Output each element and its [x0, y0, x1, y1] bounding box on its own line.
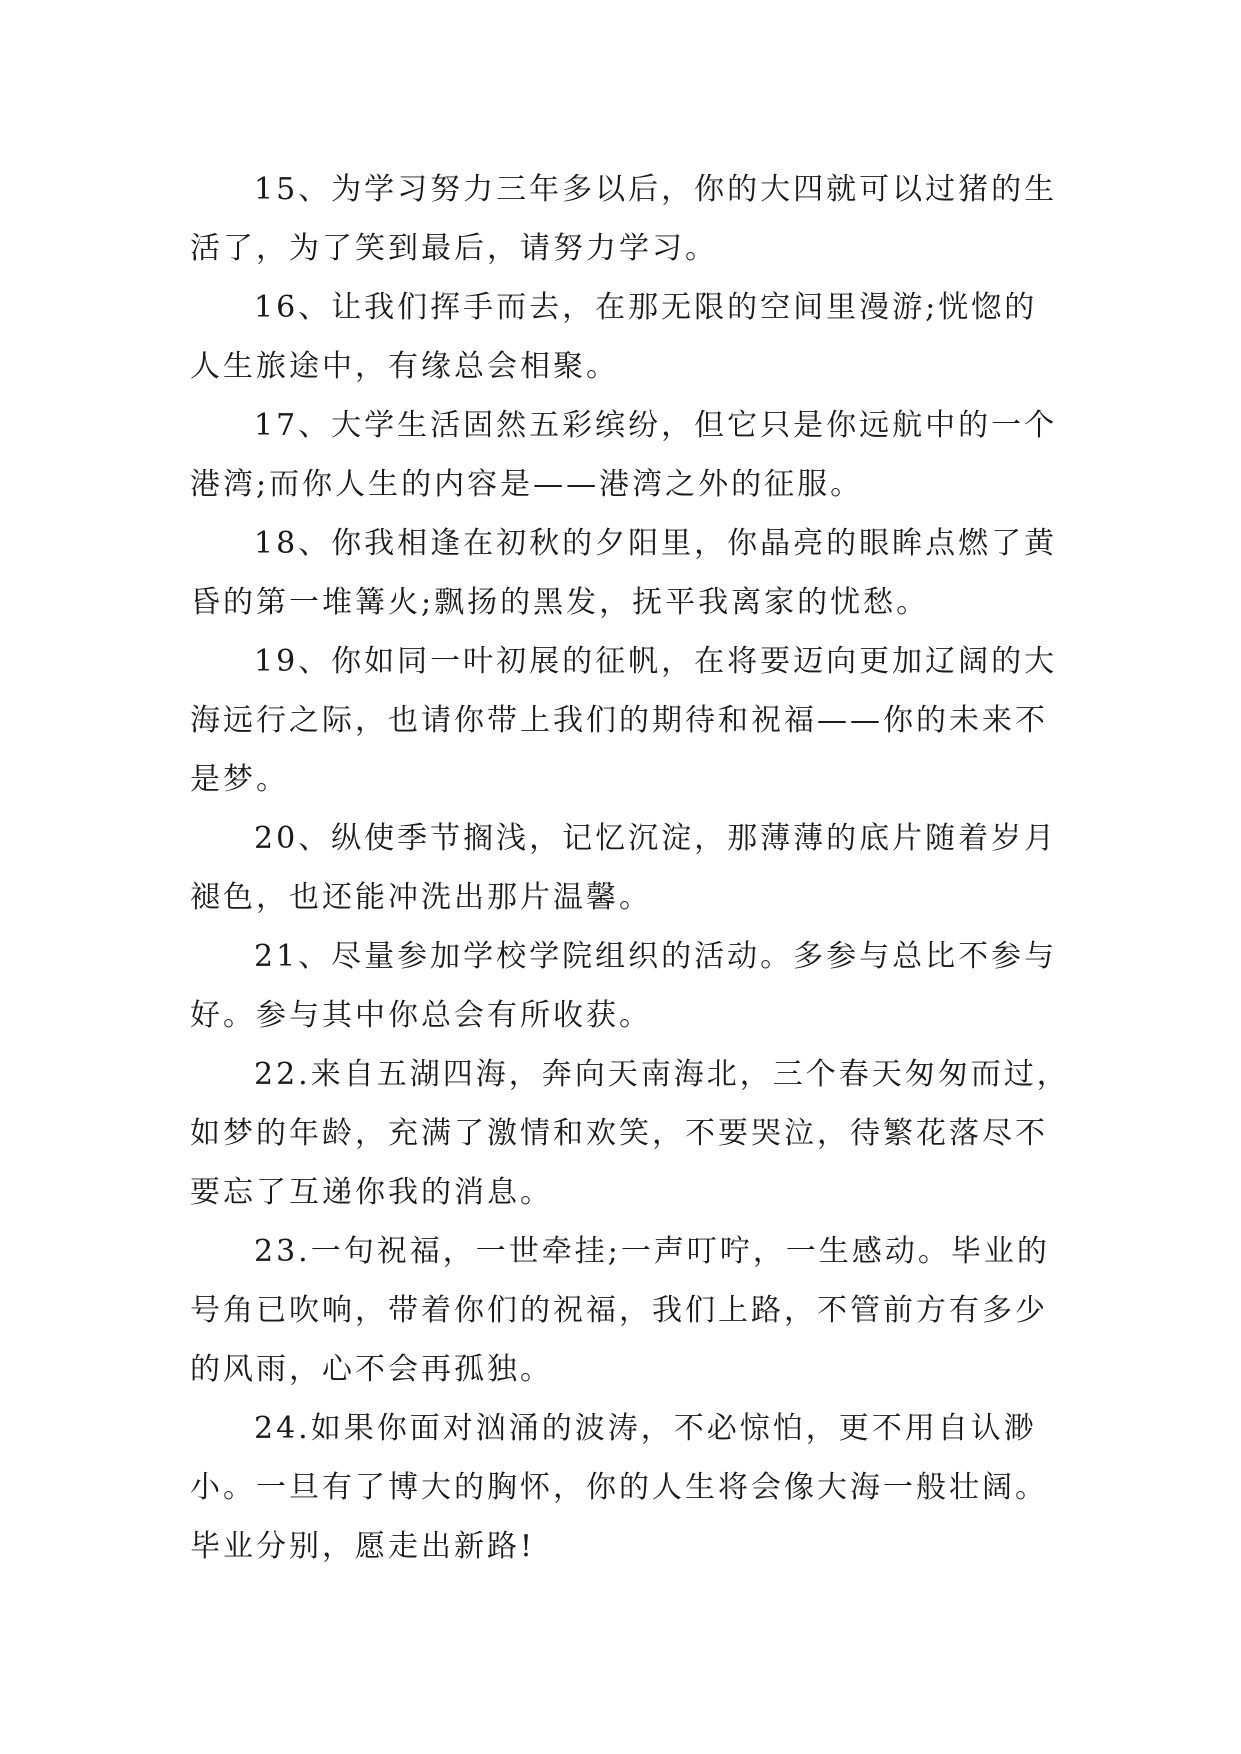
paragraph-first-line: 17、大学生活固然五彩缤纷，但它只是你远航中的一个 — [254, 408, 1058, 443]
paragraph-line: 海远行之际，也请你带上我们的期待和祝福——你的未来不 — [190, 703, 1048, 738]
paragraph-first-line: 15、为学习努力三年多以后，你的大四就可以过猪的生 — [254, 172, 1058, 207]
paragraph — [190, 1222, 1070, 1399]
paragraph-line: 要忘了互递你我的消息。 — [190, 1175, 553, 1210]
paragraph — [190, 632, 1070, 809]
paragraph-first-line: 19、你如同一叶初展的征帆，在将要迈向更加辽阔的大 — [254, 644, 1058, 679]
paragraph-first-line: 23.一句祝福，一世牵挂;一声叮咛，一生感动。毕业的 — [254, 1234, 1050, 1269]
paragraph-line: 小。一旦有了博大的胸怀，你的人生将会像大海一般壮阔。 — [190, 1470, 1048, 1505]
paragraph — [190, 278, 1070, 396]
paragraph-line: 的风雨，心不会再孤独。 — [190, 1352, 553, 1387]
paragraph-line: 活了，为了笑到最后，请努力学习。 — [190, 231, 718, 266]
paragraph-line: 昏的第一堆篝火;飘扬的黑发，抚平我离家的忧愁。 — [190, 585, 930, 620]
paragraph-first-line: 20、纵使季节搁浅，记忆沉淀，那薄薄的底片随着岁月 — [254, 821, 1058, 856]
paragraph — [190, 160, 1070, 278]
paragraph-line: 好。参与其中你总会有所收获。 — [190, 998, 652, 1033]
paragraph-line: 毕业分别，愿走出新路! — [190, 1529, 536, 1564]
paragraph — [190, 514, 1070, 632]
paragraph — [190, 927, 1070, 1045]
paragraph-line: 人生旅途中，有缘总会相聚。 — [190, 349, 619, 384]
paragraph — [190, 1399, 1070, 1576]
paragraph-line: 如梦的年龄，充满了激情和欢笑，不要哭泣，待繁花落尽不 — [190, 1116, 1048, 1151]
document-body — [190, 160, 1070, 1576]
paragraph — [190, 1045, 1070, 1222]
paragraph-line: 号角已吹响，带着你们的祝福，我们上路，不管前方有多少 — [190, 1293, 1048, 1328]
paragraph-line: 港湾;而你人生的内容是——港湾之外的征服。 — [190, 467, 864, 502]
paragraph-first-line: 16、让我们挥手而去，在那无限的空间里漫游;恍惚的 — [254, 290, 1038, 325]
paragraph-first-line: 18、你我相逢在初秋的夕阳里，你晶亮的眼眸点燃了黄 — [254, 526, 1058, 561]
paragraph-first-line: 24.如果你面对汹涌的波涛，不必惊怕，更不用自认渺 — [254, 1411, 1037, 1446]
paragraph-line: 褪色，也还能冲洗出那片温馨。 — [190, 880, 652, 915]
paragraph — [190, 809, 1070, 927]
paragraph-first-line: 21、尽量参加学校学院组织的活动。多参与总比不参与 — [254, 939, 1058, 974]
paragraph-line: 是梦。 — [190, 762, 289, 797]
paragraph-first-line: 22.来自五湖四海，奔向天南海北，三个春天匆匆而过， — [254, 1057, 1070, 1092]
paragraph — [190, 396, 1070, 514]
